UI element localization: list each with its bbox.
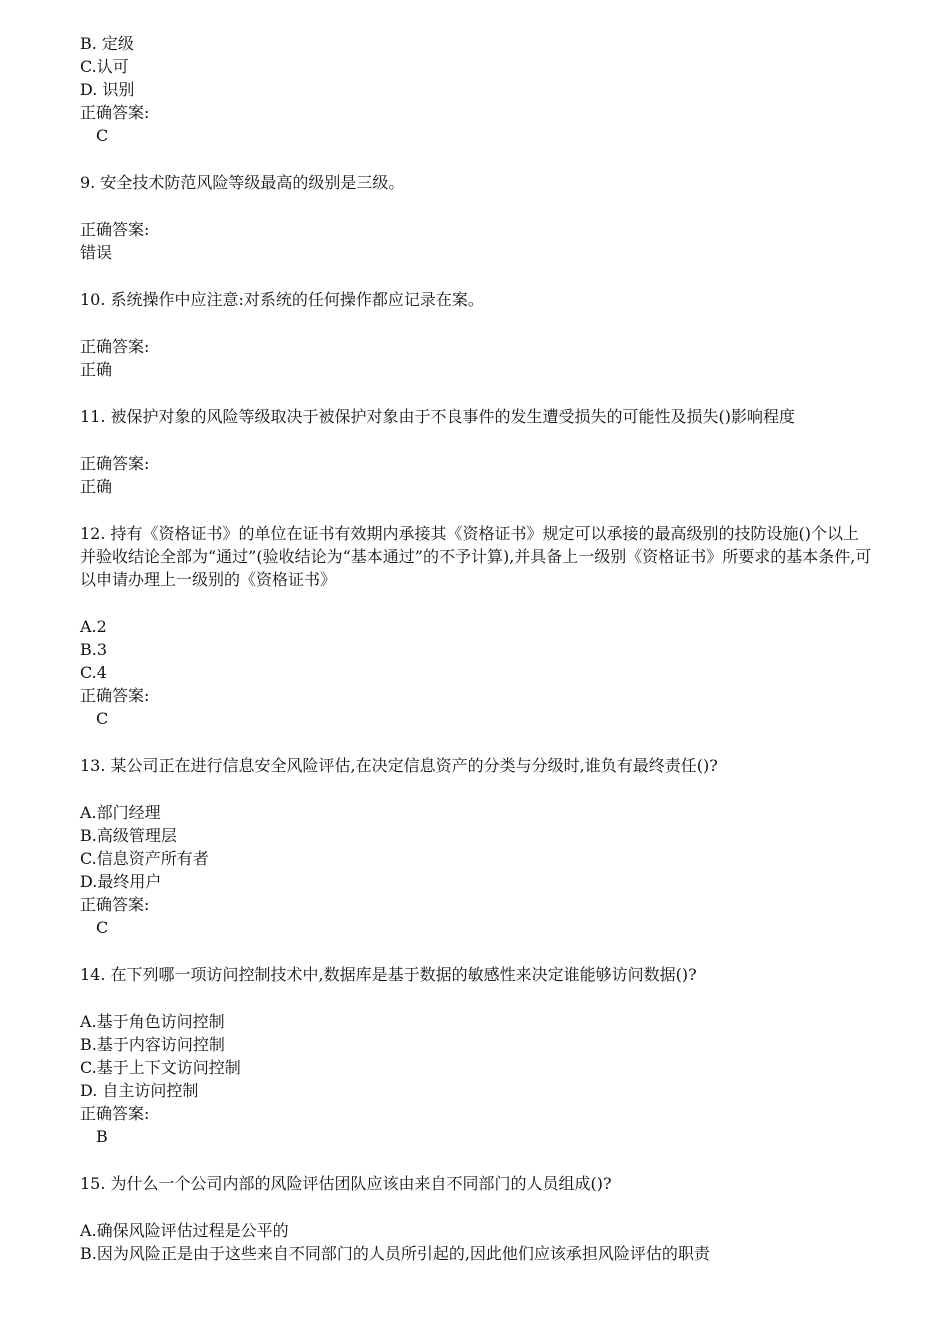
question-8-tail [80,32,872,147]
answer-label: 正确答案: [80,1104,150,1123]
answer-value: 正确 [80,360,113,379]
answer-value: 正确 [80,477,113,496]
answer-label: 正确答案: [80,454,150,473]
question-14 [80,963,872,1148]
option-b: B.基于内容访问控制 [80,1035,225,1054]
answer-value: C [96,918,109,937]
option-c: C.4 [80,663,107,682]
answer-label: 正确答案: [80,220,150,239]
question-9 [80,171,872,264]
option-d: D. 自主访问控制 [80,1081,199,1100]
option-c: C.基于上下文访问控制 [80,1058,241,1077]
question-text: 10. 系统操作中应注意:对系统的任何操作都应记录在案。 [80,290,484,309]
question-11 [80,405,872,498]
answer-value: C [96,126,109,145]
answer-label: 正确答案: [80,337,150,356]
option-c: C.信息资产所有者 [80,849,209,868]
question-text: 13. 某公司正在进行信息安全风险评估,在决定信息资产的分类与分级时,谁负有最终责任()? [80,756,718,775]
question-text: 9. 安全技术防范风险等级最高的级别是三级。 [80,173,405,192]
question-text: 12. 持有《资格证书》的单位在证书有效期内承接其《资格证书》规定可以承接的最高级别的技防设施()个以上并验收结论全部为“通过”(验收结论为“基本通过”的不予计算),并具备上一级别《资格证书》所要求的基本条件,可以申请办理上一级别的《资格证书》 [80,524,872,589]
question-10 [80,288,872,381]
option-a: A.部门经理 [80,803,161,822]
question-text: 11. 被保护对象的风险等级取决于被保护对象由于不良事件的发生遭受损失的可能性及损失()影响程度 [80,407,796,426]
answer-value: C [96,709,109,728]
question-15 [80,1172,872,1265]
question-text: 15. 为什么一个公司内部的风险评估团队应该由来自不同部门的人员组成()? [80,1174,612,1193]
option-a: A.基于角色访问控制 [80,1012,225,1031]
option-b: B.3 [80,640,108,659]
question-12 [80,522,872,730]
answer-value: B [96,1127,108,1146]
question-13 [80,754,872,939]
answer-label: 正确答案: [80,895,150,914]
question-text: 14. 在下列哪一项访问控制技术中,数据库是基于数据的敏感性来决定谁能够访问数据()? [80,965,697,984]
option-b: B.高级管理层 [80,826,177,845]
option-b: B.因为风险正是由于这些来自不同部门的人员所引起的,因此他们应该承担风险评估的职责 [80,1244,710,1263]
answer-label: 正确答案: [80,103,150,122]
document-body [80,32,872,1265]
answer-value: 错误 [80,243,113,262]
answer-label: 正确答案: [80,686,150,705]
option-d: D.最终用户 [80,872,162,891]
option-d: D. 识别 [80,80,135,99]
option-a: A.2 [80,617,107,636]
option-c: C.认可 [80,57,129,76]
option-a: A.确保风险评估过程是公平的 [80,1221,289,1240]
option-b: B. 定级 [80,34,134,53]
